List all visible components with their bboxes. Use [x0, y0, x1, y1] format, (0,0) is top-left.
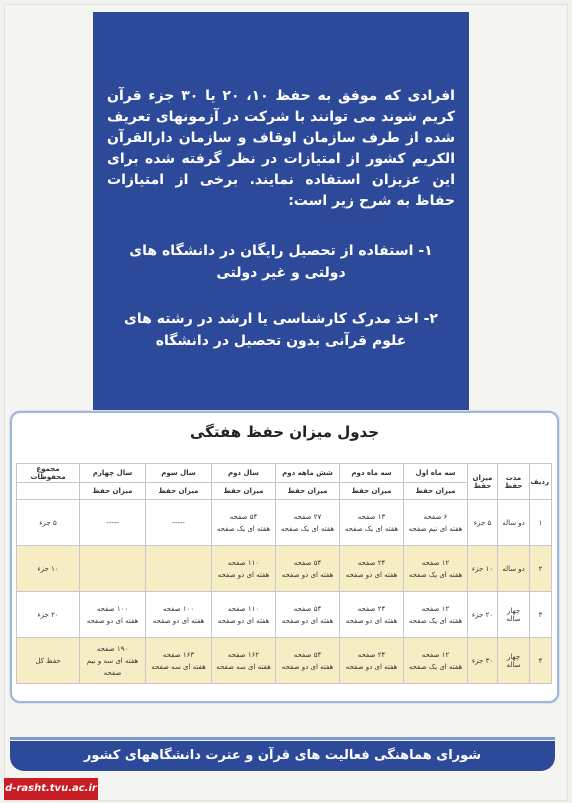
second-year-cell-line: ۵۴ صفحه [229, 512, 258, 521]
intro-panel [93, 12, 469, 417]
row-number-cell: ۱ [530, 500, 552, 546]
header-cell: مجموع محفوظات [17, 464, 80, 483]
duration-cell: چهار ساله [498, 592, 530, 638]
third-year-cell [146, 592, 212, 638]
fourth-year-cell-line: ۱۹۰ صفحه [96, 644, 129, 653]
duration-cell: چهار ساله [498, 638, 530, 684]
second-quarter-cell-line: ۲۴ صفحه [357, 558, 386, 567]
first-quarter-cell-line: هفته ای یک صفحه [408, 662, 463, 671]
first-quarter-cell [404, 638, 468, 684]
second-year-cell-line: هفته ای سه صفحه [216, 662, 271, 671]
fourth-year-cell-line: هفته ای سه و نیم صفحه [86, 656, 139, 677]
subheader-cell: میزان حفظ [80, 483, 146, 500]
second-quarter-cell [340, 592, 404, 638]
amount-cell: ۲۰ جزء [468, 592, 498, 638]
second-quarter-cell-line: هفته ای دو صفحه [345, 570, 398, 579]
third-year-cell [146, 546, 212, 592]
second-half-cell-line: هفته ای دو صفحه [281, 570, 334, 579]
second-quarter-cell [340, 638, 404, 684]
first-quarter-cell [404, 546, 468, 592]
fourth-year-cell-line: ۱۰۰ صفحه [96, 604, 129, 613]
total-cell: ۱۰ جزء [17, 546, 80, 592]
fourth-year-cell [80, 546, 146, 592]
third-year-cell-line: هفته ای دو صفحه [152, 616, 205, 625]
benefit-1: ۱- استفاده از تحصیل رایگان در دانشگاه های دولتی و غیر دولتی [129, 243, 433, 281]
second-year-cell-line: ۱۱۰ صفحه [227, 604, 260, 613]
first-quarter-cell-line: هفته ای یک صفحه [408, 570, 463, 579]
second-half-cell-line: هفته ای دو صفحه [281, 616, 334, 625]
second-quarter-cell-line: هفته ای دو صفحه [345, 616, 398, 625]
first-quarter-cell-line: هفته ای یک صفحه [408, 616, 463, 625]
third-year-cell-line: ۱۰۰ صفحه [162, 604, 195, 613]
second-quarter-cell-line: ۲۴ صفحه [357, 604, 386, 613]
first-quarter-cell-line: ۱۲ صفحه [421, 650, 450, 659]
fourth-year-cell-line: ----- [106, 518, 119, 527]
total-cell: ۲۰ جزء [17, 592, 80, 638]
second-half-cell-line: ۵۴ صفحه [293, 558, 322, 567]
second-year-cell [212, 546, 276, 592]
second-quarter-cell-line: ۲۴ صفحه [357, 650, 386, 659]
row-number-cell: ۲ [530, 546, 552, 592]
first-quarter-cell-line: ۱۲ صفحه [421, 604, 450, 613]
second-half-cell [276, 500, 340, 546]
table-row [17, 546, 552, 592]
first-quarter-cell-line: ۱۲ صفحه [421, 558, 450, 567]
row-number-cell: ۴ [530, 638, 552, 684]
fourth-year-cell [80, 500, 146, 546]
amount-cell: ۵ جزء [468, 500, 498, 546]
third-year-cell-line: ----- [172, 518, 185, 527]
second-year-cell [212, 638, 276, 684]
fourth-year-cell [80, 638, 146, 684]
subheader-cell: میزان حفظ [212, 483, 276, 500]
second-year-cell-line: هفته ای یک صفحه [216, 524, 271, 533]
second-quarter-cell-line: ۱۳ صفحه [357, 512, 386, 521]
amount-cell: ۱۰ جزء [468, 546, 498, 592]
table-row [17, 592, 552, 638]
second-half-cell-line: ۵۴ صفحه [293, 604, 322, 613]
third-year-cell-line: ۱۶۳ صفحه [162, 650, 195, 659]
table-row [17, 638, 552, 684]
fourth-year-cell [80, 592, 146, 638]
first-quarter-cell-line: هفته ای نیم صفحه [408, 524, 463, 533]
second-half-cell [276, 638, 340, 684]
memorization-table [16, 463, 552, 684]
third-year-cell-line: هفته ای سه صفحه [151, 662, 206, 671]
header-cell: سال دوم [212, 464, 276, 483]
header-cell: سال سوم [146, 464, 212, 483]
second-quarter-cell-line: هفته ای یک صفحه [344, 524, 399, 533]
second-half-cell [276, 592, 340, 638]
second-year-cell-line: هفته ای دو صفحه [217, 616, 270, 625]
memorization-table-card [10, 411, 559, 703]
second-quarter-cell [340, 500, 404, 546]
second-half-cell-line: ۲۷ صفحه [293, 512, 322, 521]
intro-text: افرادی که موفق به حفظ ۱۰، ۲۰ یا ۳۰ جزء قرآن کریم شوند می توانند با شرکت در آزمونهای تعریف شده از طرف سازمان اوقاف و سازمان دارالقرآن الکریم کشور از امتیازات در نظر گرفته شده برای این عزیزان استفاده نمایند. برخی از امتیازات حفاظ به شرح زیر است: [107, 88, 455, 209]
subheader-cell: میزان حفظ [404, 483, 468, 500]
first-quarter-cell-line: ۶ صفحه [423, 512, 448, 521]
table-title: جدول میزان حفظ هفتگی [189, 423, 380, 441]
url-badge[interactable]: d-rasht.tvu.ac.ir [4, 778, 98, 800]
benefit-2: ۲- اخذ مدرک کارشناسی یا ارشد در رشته های علوم قرآنی بدون تحصیل در دانشگاه [124, 311, 438, 349]
row-number-cell: ۳ [530, 592, 552, 638]
second-year-cell-line: هفته ای دو صفحه [217, 570, 270, 579]
second-half-cell-line: هفته ای یک صفحه [280, 524, 335, 533]
header-cell: سه ماه دوم [340, 464, 404, 483]
header-cell: میزان حفظ [468, 464, 498, 500]
second-half-cell [276, 546, 340, 592]
total-cell: ۵ جزء [17, 500, 80, 546]
first-quarter-cell [404, 500, 468, 546]
subheader-cell [17, 483, 80, 500]
third-year-cell [146, 500, 212, 546]
fourth-year-cell-line: هفته ای دو صفحه [86, 616, 139, 625]
subheader-cell: میزان حفظ [146, 483, 212, 500]
table-header-row [17, 464, 552, 483]
second-half-cell-line: هفته ای دو صفحه [281, 662, 334, 671]
subheader-cell: میزان حفظ [276, 483, 340, 500]
second-half-cell-line: ۵۴ صفحه [293, 650, 322, 659]
header-cell: سه ماه اول [404, 464, 468, 483]
header-cell: سال چهارم [80, 464, 146, 483]
second-quarter-cell-line: هفته ای دو صفحه [345, 662, 398, 671]
second-quarter-cell [340, 546, 404, 592]
second-year-cell-line: ۱۱۰ صفحه [227, 558, 260, 567]
footer-bar: شورای هماهنگی فعالیت های قرآن و عترت دانشگاههای کشور [10, 741, 555, 771]
duration-cell: دو ساله [498, 546, 530, 592]
table-row [17, 500, 552, 546]
third-year-cell [146, 638, 212, 684]
second-year-cell [212, 500, 276, 546]
header-cell: شش ماهه دوم [276, 464, 340, 483]
second-year-cell-line: ۱۶۲ صفحه [227, 650, 260, 659]
duration-cell: دو ساله [498, 500, 530, 546]
subheader-cell: میزان حفظ [340, 483, 404, 500]
amount-cell: ۳۰ جزء [468, 638, 498, 684]
header-cell: ردیف [530, 464, 552, 500]
header-cell: مدت حفظ [498, 464, 530, 500]
total-cell: حفظ کل [17, 638, 80, 684]
second-year-cell [212, 592, 276, 638]
first-quarter-cell [404, 592, 468, 638]
